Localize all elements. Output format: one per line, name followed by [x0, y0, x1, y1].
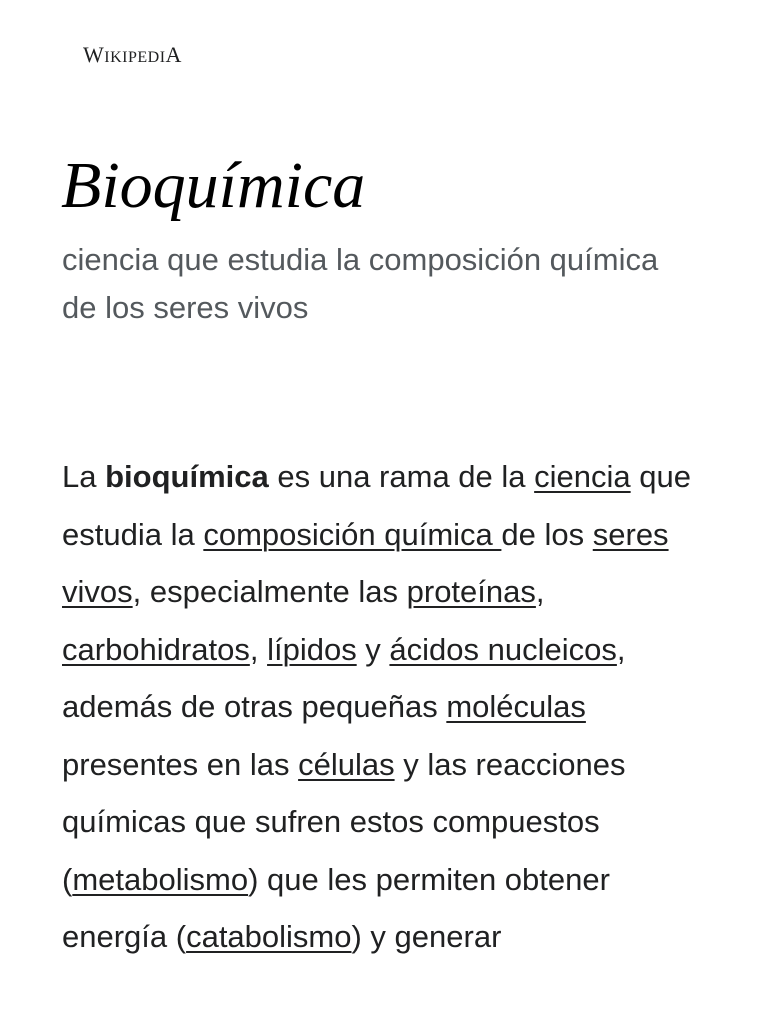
text-run: es una rama de la	[268, 459, 535, 494]
link-seres-vivos[interactable]: seres vivos	[62, 516, 669, 609]
link-lipidos[interactable]: lípidos	[267, 631, 357, 667]
text-run: ) que les permiten obtener energía (	[62, 861, 610, 954]
page-subtitle: ciencia que estudia la composición química de los seres vivos	[62, 242, 659, 325]
text-run: ,	[535, 574, 545, 609]
text-run: ,	[249, 631, 268, 667]
logo-letters-middle: IKIPEDI	[104, 49, 166, 66]
link-moleculas[interactable]: moléculas	[446, 689, 586, 724]
link-composicion-quimica[interactable]: composición química	[203, 516, 502, 552]
logo-letter-w: W	[83, 42, 105, 67]
link-carbohidratos[interactable]: carbohidratos	[62, 631, 250, 667]
text-run: y	[356, 631, 390, 667]
text-run: ) y generar	[351, 919, 502, 954]
text-run: de los	[501, 516, 593, 552]
text-run: presentes en las	[62, 746, 299, 782]
text-run: , además de otras pequeñas	[62, 631, 626, 724]
page-title: Bioquímica	[61, 149, 366, 222]
text-run: y las reacciones químicas que sufren estos compuestos (	[62, 746, 626, 897]
link-acidos-nucleicos[interactable]: ácidos nucleicos	[389, 631, 617, 667]
logo-letter-a: A	[165, 42, 182, 67]
link-proteinas[interactable]: proteínas	[406, 574, 536, 609]
bold-term: bioquímica	[105, 459, 269, 494]
link-ciencia[interactable]: ciencia	[534, 459, 631, 494]
wikipedia-wordmark[interactable]	[83, 42, 182, 68]
intro-paragraph	[62, 448, 722, 966]
text-run: que estudia la	[62, 459, 691, 552]
link-metabolismo[interactable]: metabolismo	[72, 861, 249, 897]
text-run: La	[62, 459, 106, 494]
link-celulas[interactable]: células	[298, 746, 395, 782]
text-run: , especialmente las	[132, 574, 407, 609]
link-catabolismo[interactable]: catabolismo	[186, 919, 352, 954]
